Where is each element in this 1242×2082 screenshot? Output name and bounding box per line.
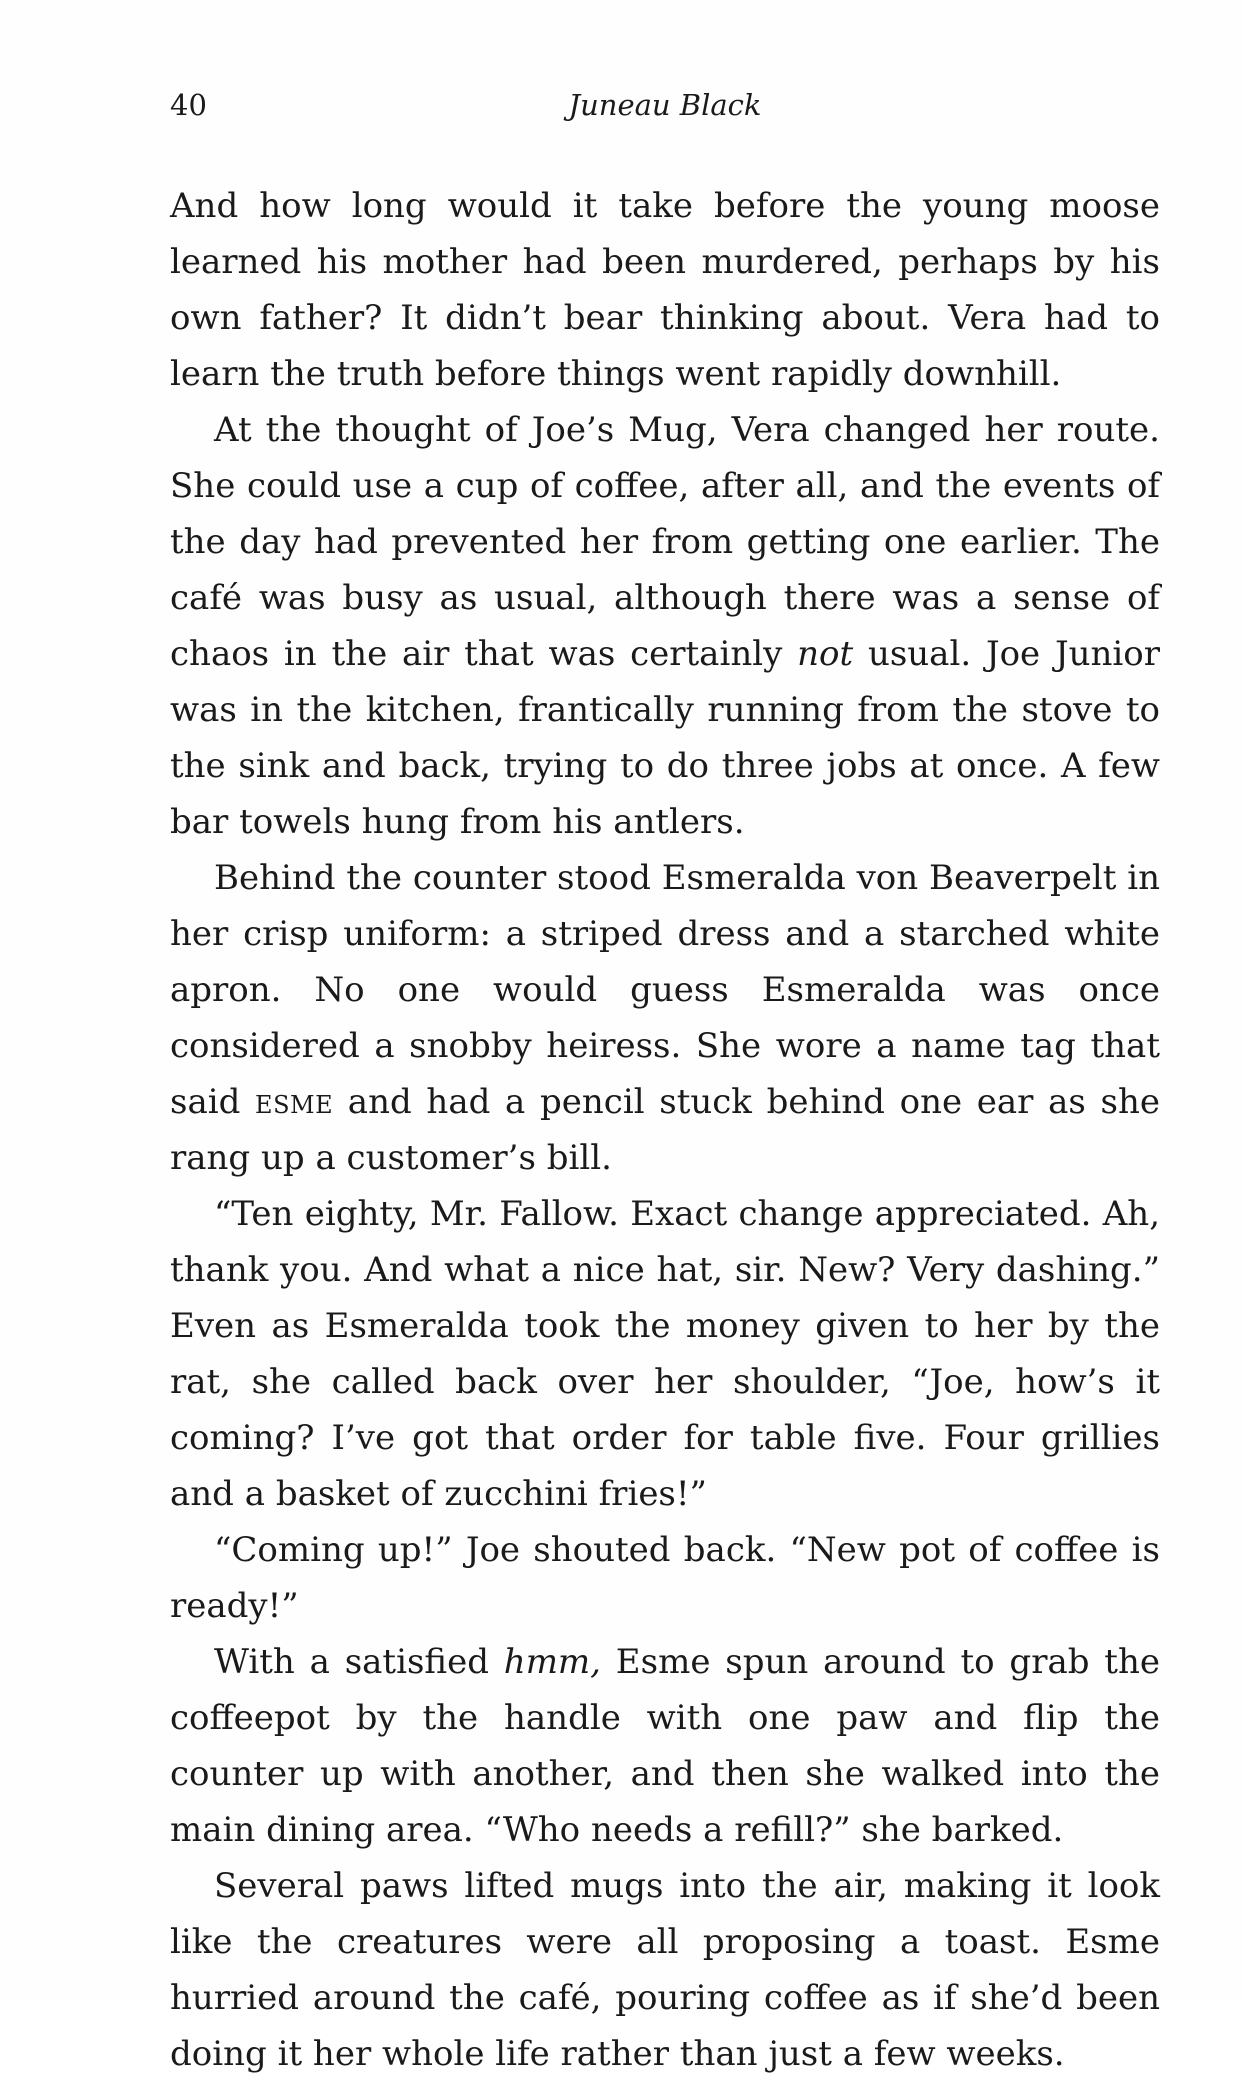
paragraph-2-tail: usual. Joe Junior was in the kitchen, frantically running from the stove to the sink and back, trying to do three jobs at once. A few bar towels hung from his antlers. (170, 634, 1160, 842)
paragraph-6 (170, 1634, 1160, 1858)
paragraph-7 (170, 1858, 1160, 2082)
name-tag-text: esme (255, 1082, 334, 1122)
page-number: 40 (170, 88, 207, 122)
paragraph-4-text: “Ten eighty, Mr. Fallow. Exact change appreciated. Ah, thank you. And what a nice hat, sir. New? Very dashing.” Even as Esmeralda took the money given to her by the rat, she called back over her shoulder, “Joe, how’s it coming? I’ve got that order for table five. Four grillies and a basket of zucchini fries!” (170, 1194, 1160, 1514)
paragraph-7-text: Several paws lifted mugs into the air, making it look like the creatures were all proposing a toast. Esme hurried around the café, pouring coffee as if she’d been doing it her whole life rather than just a few weeks. (170, 1866, 1160, 2074)
paragraph-3-text: Behind the counter stood Esmeralda von Beaverpelt in her crisp uniform: a striped dress and a starched white apron. No one would guess Esmeralda was once considered a snobby heiress. She wore a name tag that said (170, 858, 1160, 1122)
paragraph-2-emphasis: not (797, 634, 854, 674)
paragraph-5-text: “Coming up!” Joe shouted back. “New pot of coffee is ready!” (170, 1530, 1160, 1626)
paragraph-1-text: And how long would it take before the young moose learned his mother had been murdered, perhaps by his own father? It didn’t bear thinking about. Vera had to learn the truth before things went rapidly downhill. (170, 186, 1160, 394)
paragraph-3-tail: and had a pencil stuck behind one ear as she rang up a customer’s bill. (170, 1082, 1160, 1178)
book-title: Juneau Black (568, 88, 762, 122)
paragraph-2 (170, 402, 1160, 850)
body-text (170, 178, 1160, 2082)
paragraph-3 (170, 850, 1160, 1186)
paragraph-1 (170, 178, 1160, 402)
running-head (170, 88, 1160, 128)
paragraph-6-emphasis: hmm, (503, 1642, 601, 1682)
paragraph-6-text: With a satisfied (214, 1642, 504, 1682)
paragraph-5 (170, 1522, 1160, 1634)
paragraph-6-tail: Esme spun around to grab the coffeepot by the handle with one paw and flip the counter up with another, and then she walked into the main dining area. “Who needs a refill?” she barked. (170, 1642, 1160, 1850)
paragraph-2-text: At the thought of Joe’s Mug, Vera changed her route. She could use a cup of coffee, after all, and the events of the day had prevented her from getting one earlier. The café was busy as usual, although there was a sense of chaos in the air that was certainly (170, 410, 1160, 674)
paragraph-4 (170, 1186, 1160, 1522)
